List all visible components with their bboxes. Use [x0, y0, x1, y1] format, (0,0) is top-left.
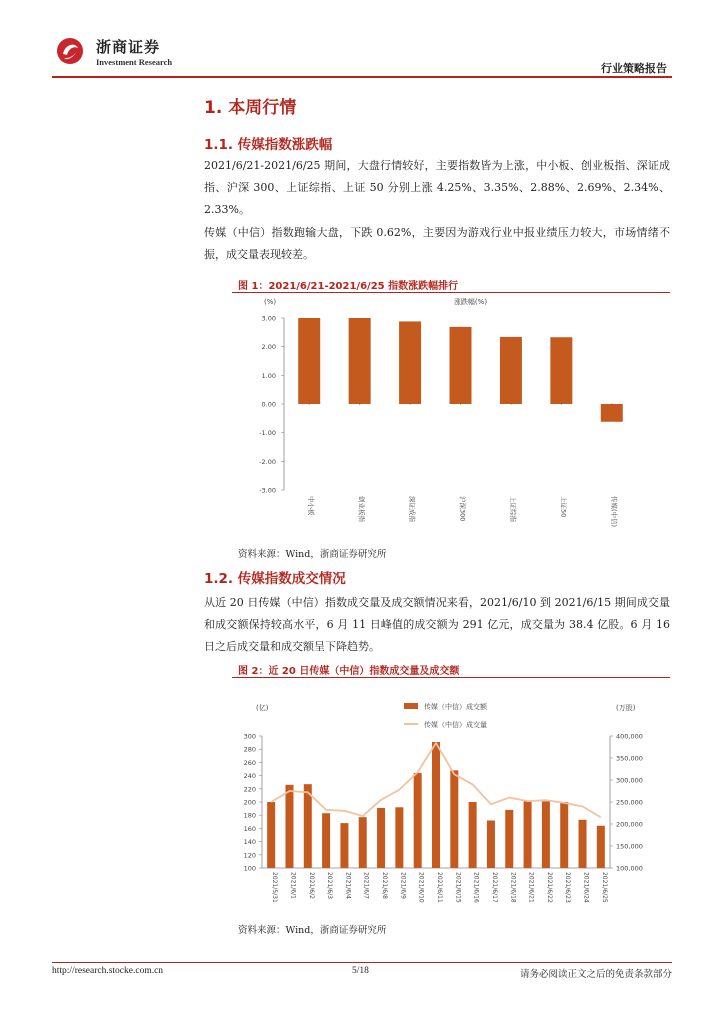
figure1-title: 图 1：2021/6/21-2021/6/25 指数涨跌幅排行	[238, 281, 459, 292]
chart1-x-label: 创业板指	[357, 496, 366, 522]
figure1-title-rule	[232, 292, 670, 293]
chart1-zero-dot	[460, 404, 461, 405]
chart1-x-label: 深证成指	[408, 496, 417, 522]
chart2-bar	[304, 784, 312, 868]
section-title: 1. 本周行情	[204, 98, 297, 118]
chart1-y-tick: 2.00	[261, 343, 276, 352]
chart2-bar	[395, 807, 403, 868]
logo-icon	[55, 36, 85, 66]
chart1-bar	[550, 337, 572, 404]
paragraph-3: 从近 20 日传媒（中信）指数成交量及成交额情况来看，2021/6/10 到 2021/6/15 期间成交量和成交额保持较高水平，6 月 11 日峰值的成交额为 291 亿元，成交量为 38.4 亿股。6 月 16 日之后成交量和成交额呈下降趋势。	[204, 596, 670, 653]
chart2-x-label: 2021/6/7	[362, 872, 370, 899]
chart2-bar	[267, 802, 275, 868]
chart1-x-label: 上证50	[559, 496, 568, 518]
chart2-x-label: 2021/5/31	[271, 872, 279, 903]
figure1-chart	[232, 294, 672, 544]
footer-divider	[52, 962, 672, 963]
chart2-left-tick: 220	[243, 785, 256, 794]
chart2-x-label: 2021/6/22	[545, 872, 553, 903]
chart2-x-label: 2021/6/8	[381, 872, 389, 899]
chart1-bar	[399, 321, 421, 404]
chart1-x-label: 传媒(中信)	[609, 496, 618, 528]
chart2-x-label: 2021/6/21	[527, 872, 535, 903]
chart1-bar	[298, 318, 320, 404]
chart2-bar	[505, 810, 513, 868]
chart1-y-tick: -1.00	[259, 429, 276, 438]
chart2-left-tick: 140	[243, 838, 256, 847]
chart1-y-tick: 3.00	[261, 314, 276, 323]
chart2-right-tick: 100,000	[616, 864, 643, 873]
chart1-bar	[601, 404, 623, 422]
chart2-bar	[487, 820, 495, 868]
chart2-x-label: 2021/6/4	[344, 872, 352, 899]
chart1-x-label: 中小板	[307, 496, 316, 516]
chart1-zero-dot	[510, 404, 511, 405]
page-number: 5/18	[352, 966, 369, 976]
chart2-bar	[432, 742, 440, 868]
chart2-legend-bar-swatch	[404, 703, 418, 709]
chart2-right-tick: 350,000	[616, 754, 643, 763]
chart2-left-unit: (亿)	[256, 704, 269, 712]
chart2-left-tick: 240	[243, 772, 256, 781]
chart2-left-tick: 200	[243, 798, 256, 807]
chart1-y-tick: -2.00	[259, 457, 276, 466]
chart2-bar	[377, 808, 385, 868]
chart1-zero-dot	[561, 404, 562, 405]
chart2-bar	[322, 813, 330, 868]
chart2-x-label: 2021/6/2	[307, 872, 315, 899]
chart1-bar	[500, 337, 522, 404]
chart2-left-tick: 180	[243, 811, 256, 820]
chart2-left-tick: 100	[243, 864, 256, 873]
chart1-zero-dot	[611, 404, 612, 405]
chart2-x-label: 2021/6/1	[289, 872, 297, 899]
chart1-series-label: 涨跌幅(%)	[453, 298, 488, 306]
chart2-right-tick: 200,000	[616, 820, 643, 829]
subsection-title-2: 1.2. 传媒指数成交情况	[204, 571, 346, 587]
chart2-left-tick: 260	[243, 758, 256, 767]
chart1-y-tick: -3.00	[259, 486, 276, 495]
figure2-title: 图 2：近 20 日传媒（中信）指数成交量及成交额	[238, 666, 460, 677]
chart2-right-tick: 400,000	[616, 732, 643, 741]
chart1-y-tick: 1.00	[261, 371, 276, 380]
chart2-bar	[597, 826, 605, 868]
chart1-x-label: 沪深300	[458, 496, 467, 522]
chart1-zero-dot	[309, 404, 310, 405]
chart1-x-label: 上证综指	[508, 496, 517, 522]
chart2-x-label: 2021/6/25	[600, 872, 608, 903]
chart2-right-tick: 300,000	[616, 776, 643, 785]
chart2-x-label: 2021/6/10	[417, 872, 425, 903]
chart2-bar	[469, 802, 477, 868]
chart2-bar	[340, 823, 348, 868]
chart2-left-tick: 280	[243, 745, 256, 754]
chart2-right-tick: 250,000	[616, 798, 643, 807]
chart2-bar	[542, 801, 550, 868]
footer-disclaimer: 请务必阅读正文之后的免责条款部分	[519, 969, 672, 980]
chart2-bar	[359, 817, 367, 868]
chart2-x-label: 2021/6/17	[490, 872, 498, 903]
chart1-bar	[349, 318, 371, 404]
chart2-bar	[579, 820, 587, 868]
chart2-x-label: 2021/6/9	[399, 872, 407, 899]
chart1-zero-dot	[410, 404, 411, 405]
chart2-x-label: 2021/6/24	[582, 872, 590, 903]
figure2-chart	[232, 680, 672, 918]
logo-text: 浙商证券	[96, 38, 161, 56]
figure1-source: 资料来源：Wind，浙商证券研究所	[238, 549, 387, 560]
chart2-bar	[414, 773, 422, 868]
chart2-x-label: 2021/6/15	[454, 872, 462, 903]
chart2-x-label: 2021/6/11	[436, 872, 443, 903]
chart2-bar	[450, 770, 458, 868]
subsection-title-1: 1.1. 传媒指数涨跌幅	[204, 137, 333, 153]
chart2-left-tick: 120	[243, 851, 256, 860]
figure2-title-rule	[232, 677, 670, 678]
chart2-bar	[524, 801, 532, 868]
chart2-x-label: 2021/6/16	[472, 872, 480, 903]
chart2-bar	[285, 785, 293, 868]
chart2-left-tick: 160	[243, 824, 256, 833]
chart2-right-tick: 150,000	[616, 842, 643, 851]
paragraph-1: 2021/6/21-2021/6/25 期间，大盘行情较好，主要指数皆为上涨，中小板、创业板指、深证成指、沪深 300、上证综指、上证 50 分别上涨 4.25%、3.35%、2.88%、2.69%、2.34%、2.33%。	[204, 159, 670, 216]
chart2-legend-line-label: 传媒（中信）成交量	[424, 721, 487, 729]
chart1-bar	[450, 327, 472, 404]
header-divider	[52, 76, 672, 78]
chart2-bar	[560, 802, 568, 868]
chart2-right-unit: (万股)	[616, 704, 636, 712]
figure2-source: 资料来源：Wind，浙商证券研究所	[238, 925, 387, 936]
report-type: 行业策略报告	[601, 62, 667, 75]
chart1-axis-unit: (%)	[264, 298, 277, 306]
logo-subtext: Investment Research	[96, 57, 173, 67]
chart1-zero-dot	[359, 404, 360, 405]
chart1-y-tick: 0.00	[261, 400, 276, 409]
footer-url[interactable]: http://research.stocke.com.cn	[52, 966, 164, 976]
paragraph-2: 传媒（中信）指数跑输大盘，下跌 0.62%，主要因为游戏行业中报业绩压力较大，市场情绪不振，成交量表现较差。	[204, 226, 670, 261]
chart2-legend-bar-label: 传媒（中信）成交额	[424, 703, 487, 711]
chart2-left-tick: 300	[243, 732, 256, 741]
chart2-x-label: 2021/6/3	[326, 872, 334, 899]
chart2-x-label: 2021/6/23	[564, 872, 572, 903]
chart2-x-label: 2021/6/18	[509, 872, 517, 903]
